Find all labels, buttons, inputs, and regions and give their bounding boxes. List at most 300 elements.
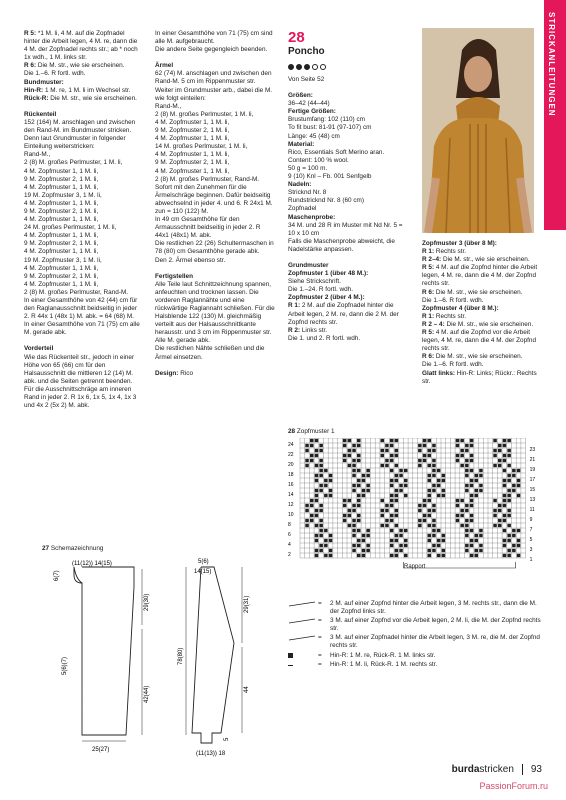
chart-cell	[460, 439, 464, 442]
chart-cell	[428, 489, 432, 492]
chart-cell	[385, 504, 389, 507]
chart-cell	[470, 544, 474, 547]
page-reference: Von Seite 52	[288, 76, 325, 83]
chart-cell	[343, 519, 347, 522]
chart-cell	[319, 459, 323, 462]
chart-legend	[288, 600, 543, 670]
chart-cell	[465, 459, 469, 462]
paragraph: Die restlichen Nähte schließen und die Ärmel einsetzen.	[155, 345, 265, 361]
chart-cell	[357, 479, 361, 482]
row-number-left: 16	[288, 482, 294, 488]
chart-cell	[503, 479, 507, 482]
chart-cell	[352, 504, 356, 507]
chart-cell	[503, 529, 507, 532]
chart-cell	[470, 484, 474, 487]
chart-cell	[493, 499, 497, 502]
chart-cell	[310, 454, 314, 457]
paragraph: Sofort mit den Zunehmen für die Ärmelschräge beginnen. Dafür beidseitig abwechselnd in jeder 4. und 6. R 24x1 M. zun = 110 (122) M.	[155, 183, 273, 215]
paragraph: In einer Gesamthöhe von 42 (44) cm für den Raglanausschnitt beidseitig in jeder 2. R 44x 1 (48x 1) M. abk. = 64 (68) M.	[24, 297, 138, 321]
chart-cell	[348, 524, 352, 527]
row-number-left: 6	[288, 532, 291, 538]
chart-cell	[352, 549, 356, 552]
legend-item: = 3 M. auf einer Zopfnd vor die Arbeit legen, 2 M. li, die M. der Zopfnd rechts str.	[288, 617, 543, 633]
chart-cell	[305, 509, 309, 512]
chart-cell	[404, 479, 408, 482]
chart-cell	[423, 519, 427, 522]
chart-cell	[319, 519, 323, 522]
chart-cell	[395, 534, 399, 537]
chart-cell	[432, 534, 436, 537]
chart-cell	[507, 474, 511, 477]
chart-cell	[315, 509, 319, 512]
chart-cell	[432, 474, 436, 477]
chart-cell	[329, 539, 333, 542]
chart-cell	[352, 484, 356, 487]
chart-cell	[493, 449, 497, 452]
chart-cell	[465, 464, 469, 467]
chart-cell	[498, 459, 502, 462]
chart-cell	[465, 529, 469, 532]
chart-cell	[352, 544, 356, 547]
paragraph: Grundmuster	[288, 261, 329, 269]
chart-cell	[381, 449, 385, 452]
text-column-2	[155, 30, 275, 378]
chart-cell	[470, 504, 474, 507]
text-column-4	[422, 240, 540, 386]
paragraph: Material:	[288, 140, 315, 148]
chart-cell	[456, 504, 460, 507]
paragraph: Zopfnadel	[288, 205, 317, 213]
chart-cell	[315, 499, 319, 502]
row-number-left: 18	[288, 472, 294, 478]
schema-body-side: 5(6)(7)	[62, 656, 68, 675]
chart-cell	[418, 524, 422, 527]
chart-cell	[517, 539, 521, 542]
chart-cell	[310, 444, 314, 447]
paragraph: Größen:	[288, 92, 313, 100]
chart-cell	[310, 504, 314, 507]
cable-back-icon	[288, 600, 318, 608]
chart-cell	[460, 499, 464, 502]
chart-cell	[475, 479, 479, 482]
chart-cell	[362, 539, 366, 542]
chart-cell	[305, 464, 309, 467]
paragraph: Bundmuster:	[24, 78, 64, 86]
chart-cell	[465, 504, 469, 507]
chart-cell	[465, 544, 469, 547]
paragraph: 4 M. Zopfmuster 1, 1 M. li,	[24, 167, 99, 175]
chart-cell	[381, 499, 385, 502]
chart-cell	[470, 554, 474, 557]
chart-cell	[503, 454, 507, 457]
chart-cell	[503, 469, 507, 472]
chart-cell	[390, 554, 394, 557]
chart-cell	[470, 454, 474, 457]
chart-cell	[357, 454, 361, 457]
chart-cell	[348, 464, 352, 467]
chart-cell	[512, 489, 516, 492]
chart-cell	[385, 444, 389, 447]
chart-cell	[305, 459, 309, 462]
chart-cell	[465, 549, 469, 552]
chart-cell	[456, 444, 460, 447]
row-number-right: 23	[529, 447, 536, 453]
chart-cell	[432, 504, 436, 507]
chart-cell	[512, 544, 516, 547]
difficulty-dot	[288, 64, 294, 70]
chart-cell	[432, 529, 436, 532]
paragraph: R 6: Die M. str., wie sie erscheinen.	[422, 288, 523, 296]
chart-cell	[395, 509, 399, 512]
chart-cell	[357, 544, 361, 547]
chart-cell	[381, 454, 385, 457]
paragraph: Wie das Rückenteil str., jedoch in einer Höhe von 65 (66) cm für den Halsausschnitt die mittleren 12 (14) M. abk. und die Seiten getrennt beenden. Für die Ausschnittschräge am inneren Rand in jeder 2. R 1x 6, 1x 5, 1x 4, 1x 3 und 4x 2 (5x 2) M. abk.	[24, 353, 137, 410]
chart-cell	[460, 524, 464, 527]
chart-cell	[315, 489, 319, 492]
chart-cell	[385, 509, 389, 512]
chart-cell	[498, 524, 502, 527]
chart-cell	[418, 504, 422, 507]
chart-cell	[507, 454, 511, 457]
chart-cell	[418, 459, 422, 462]
chart-cell	[357, 484, 361, 487]
row-number-left: 10	[288, 512, 294, 518]
paragraph: 4 M. Zopfmuster 1, 1 M. li,	[24, 280, 99, 288]
section-tab-label: STRICKANLEITUNGEN	[547, 12, 557, 117]
chart-cell	[470, 539, 474, 542]
chart-cell	[460, 464, 464, 467]
chart-cell	[517, 479, 521, 482]
paragraph: Falls die Maschenprobe abweicht, die Nadelstärke anpassen.	[288, 237, 395, 253]
chart-cell	[507, 479, 511, 482]
chart-cell	[498, 449, 502, 452]
chart-cell	[315, 479, 319, 482]
chart-cell	[357, 529, 361, 532]
chart-cell	[475, 489, 479, 492]
paragraph: Die restlichen 22 (26) Schultermaschen in 78 (80) cm Gesamthöhe gerade abk.	[155, 240, 274, 256]
row-number-right: 3	[529, 547, 533, 553]
chart-cell	[465, 449, 469, 452]
chart-cell	[479, 469, 483, 472]
chart-cell	[329, 474, 333, 477]
chart-cell	[348, 499, 352, 502]
chart-cell	[390, 439, 394, 442]
chart-cell	[517, 494, 521, 497]
chart-cell	[418, 449, 422, 452]
chart-cell	[390, 544, 394, 547]
chart-cell	[456, 499, 460, 502]
chart-cell	[479, 489, 483, 492]
schematic-drawing	[36, 555, 271, 780]
paragraph: 2 (8) M. großes Perlmuster, 1 M. li,	[155, 110, 254, 118]
paragraph: 4 M. Zopfmuster 1, 1 M. li,	[155, 118, 230, 126]
chart-cell	[352, 534, 356, 537]
chart-cell	[362, 534, 366, 537]
paragraph: Zopfmuster 2 (über 4 M.):	[288, 294, 365, 302]
paragraph: 4 M. Zopfmuster 1, 1 M. li,	[24, 216, 99, 224]
chart-cell	[352, 529, 356, 532]
paragraph: Rand-M.,	[24, 151, 51, 159]
chart-cell	[381, 524, 385, 527]
chart-cell	[507, 499, 511, 502]
chart-cell	[498, 464, 502, 467]
chart-cell	[348, 439, 352, 442]
schema-title: 27 Schemazeichnung	[42, 545, 104, 552]
schema-sleeve-h1: 29(31)	[244, 595, 250, 613]
chart-cell	[366, 469, 370, 472]
chart-cell	[470, 439, 474, 442]
schema-sleeve-top2: 14(15)	[194, 569, 212, 575]
chart-cell	[442, 494, 446, 497]
paragraph: 4 M. Zopfmuster 1, 1 M. li,	[24, 248, 99, 256]
chart-cell	[517, 469, 521, 472]
chart-cell	[390, 444, 394, 447]
chart-cell	[390, 499, 394, 502]
chart-cell	[395, 454, 399, 457]
chart-cell	[503, 504, 507, 507]
chart-cell	[507, 439, 511, 442]
chart-cell	[324, 494, 328, 497]
chart-cell	[366, 534, 370, 537]
row-number-right: 15	[529, 487, 536, 493]
text-column-3	[288, 30, 410, 343]
chart-cell	[329, 489, 333, 492]
chart-cell	[399, 544, 403, 547]
chart-cell	[470, 529, 474, 532]
chart-cell	[348, 454, 352, 457]
chart-cell	[437, 529, 441, 532]
chart-cell	[456, 454, 460, 457]
chart-cell	[507, 539, 511, 542]
materials-text	[288, 92, 410, 343]
chart-cell	[423, 444, 427, 447]
paragraph: R 6: Die M. str., wie sie erscheinen.	[422, 353, 523, 361]
chart-cell	[390, 469, 394, 472]
chart-cell	[395, 524, 399, 527]
paragraph: R 6: Die M. str., wie sie erscheinen.	[24, 62, 125, 70]
dash-icon	[288, 661, 318, 669]
chart-cell	[399, 549, 403, 552]
chart-cell	[399, 489, 403, 492]
chart-cell	[357, 519, 361, 522]
paragraph: R 1: 2 M. auf die Zopfnadel hinter die Arbeit legen, 2 M. re, dann die 2 M. der Zopfnd rechts str.	[288, 302, 399, 326]
row-number-left: 12	[288, 502, 294, 508]
paragraph: Fertigstellen	[155, 272, 193, 280]
chart-cell	[470, 519, 474, 522]
chart-cell	[503, 494, 507, 497]
legend-item: = 3 M. auf einer Zopfnadel hinter die Arbeit legen, 3 M. re, die M. der Zopfnd rechts str.	[288, 634, 543, 650]
section-tab	[544, 0, 566, 230]
watermark: PassionForum.ru	[479, 781, 548, 791]
paragraph: Den 2. Ärmel ebenso str.	[155, 256, 226, 264]
paragraph: R 1: Rechts str.	[422, 248, 467, 256]
chart-cell	[319, 549, 323, 552]
chart-cell	[432, 489, 436, 492]
chart-cell	[348, 514, 352, 517]
chart-cell	[324, 484, 328, 487]
chart-cell	[479, 544, 483, 547]
chart-cell	[399, 484, 403, 487]
schema-body-bottom: 25(27)	[92, 747, 110, 753]
paragraph: Alle Teile laut Schnittzeichnung spannen, anfeuchten und trocknen lassen. Die vorderen Raglannähte und eine rückwärtige Raglannaht schließen. Für die Halsblende 122 (130) M. gleichmäßig verteilt aus der Halsausschnittkante herausstr. und 3 cm im Rippenmuster str. Alle M. gerade abk.	[155, 280, 275, 345]
chart-title: 28 Zopfmuster 1	[288, 428, 335, 435]
row-number-left: 2	[288, 552, 291, 558]
paragraph: Brustumfang: 102 (110) cm	[288, 116, 365, 124]
paragraph: Maschenprobe:	[288, 213, 336, 221]
paragraph: Die andere Seite gegengleich beenden.	[155, 46, 268, 54]
row-number-left: 8	[288, 522, 291, 528]
chart-cell	[470, 499, 474, 502]
chart-cell	[319, 524, 323, 527]
chart-cell	[479, 549, 483, 552]
chart-cell	[305, 524, 309, 527]
chart-cell	[503, 484, 507, 487]
chart-cell	[404, 494, 408, 497]
row-number-right: 19	[529, 467, 536, 473]
chart-cell	[503, 544, 507, 547]
chart-cell	[357, 539, 361, 542]
chart-cell	[503, 539, 507, 542]
chart-cell	[470, 514, 474, 517]
chart-cell	[366, 484, 370, 487]
chart-cell	[395, 514, 399, 517]
model-photo	[422, 28, 534, 233]
row-number-right: 1	[529, 557, 533, 563]
text-column-1	[24, 30, 142, 410]
chart-cell	[503, 499, 507, 502]
chart-cell	[475, 549, 479, 552]
paragraph: 9 M. Zopfmuster 2, 1 M. li,	[155, 127, 230, 135]
chart-cell	[475, 494, 479, 497]
chart-cell	[366, 529, 370, 532]
chart-cell	[390, 479, 394, 482]
paragraph: Content: 100 % wool.	[288, 156, 349, 164]
chart-cell	[442, 549, 446, 552]
paragraph: Die 1.–6. R fortl. wdh.	[422, 361, 484, 369]
chart-cell	[404, 539, 408, 542]
chart-cell	[479, 529, 483, 532]
paragraph: 9 (10) Knl – Fb. 001 Senfgelb	[288, 173, 372, 181]
chart-cell	[465, 469, 469, 472]
paragraph: R 5: 4 M. auf die Zopfnd vor die Arbeit legen, 4 M. re, dann die 4 M. der Zopfnd rechts str.	[422, 329, 537, 353]
chart-cell	[503, 439, 507, 442]
chart-cell	[315, 549, 319, 552]
chart-cell	[319, 464, 323, 467]
chart-cell	[503, 554, 507, 557]
chart-cell	[343, 504, 347, 507]
paragraph: 152 (164) M. anschlagen und zwischen den Rand-M. im Bundmuster stricken.	[24, 118, 136, 135]
paragraph: 2 (8) M. großes Perlmuster, 1 M. li,	[24, 159, 123, 167]
paragraph: Fertige Größen:	[288, 108, 336, 116]
chart-cell	[465, 519, 469, 522]
chart-cell	[390, 454, 394, 457]
chart-cell	[423, 454, 427, 457]
chart-cell	[385, 459, 389, 462]
chart-cell	[390, 529, 394, 532]
chart-cell	[428, 534, 432, 537]
paragraph: Rückenteil	[24, 110, 57, 118]
row-number-right: 21	[529, 457, 536, 463]
chart-cell	[395, 489, 399, 492]
chart-cell	[475, 554, 479, 557]
pattern-number: 28	[288, 29, 305, 46]
chart-cell	[432, 484, 436, 487]
chart-cell	[470, 494, 474, 497]
row-number-left: 4	[288, 542, 291, 548]
chart-cell	[329, 494, 333, 497]
chart-cell	[423, 499, 427, 502]
chart-cell	[428, 439, 432, 442]
chart-cell	[315, 554, 319, 557]
paragraph: Nadeln:	[288, 181, 312, 189]
chart-cell	[357, 439, 361, 442]
chart-cell	[390, 539, 394, 542]
chart-cell	[437, 469, 441, 472]
chart-cell	[404, 469, 408, 472]
difficulty-rating	[288, 64, 410, 70]
chart-cell	[381, 464, 385, 467]
chart-cell	[428, 509, 432, 512]
chart-cell	[357, 554, 361, 557]
chart-cell	[352, 469, 356, 472]
chart-cell	[507, 494, 511, 497]
square-filled-icon	[288, 652, 318, 660]
chart-cell	[324, 539, 328, 542]
chart-cell	[437, 554, 441, 557]
chart-cell	[343, 439, 347, 442]
chart-cell	[315, 539, 319, 542]
chart-cell	[315, 524, 319, 527]
chart-cell	[310, 514, 314, 517]
row-number-right: 9	[529, 517, 533, 523]
chart-cell	[366, 489, 370, 492]
chart-cell	[390, 494, 394, 497]
chart-cell	[315, 449, 319, 452]
chart-cell	[493, 524, 497, 527]
chart-cell	[343, 444, 347, 447]
row-number-left: 14	[288, 492, 294, 498]
knitting-chart	[288, 438, 548, 578]
chart-cell	[395, 494, 399, 497]
chart-cell	[493, 464, 497, 467]
chart-cell	[324, 529, 328, 532]
chart-cell	[428, 494, 432, 497]
chart-cell	[352, 449, 356, 452]
paragraph: 4 M. Zopfmuster 1, 1 M. li,	[155, 151, 230, 159]
chart-cell	[442, 554, 446, 557]
chart-cell	[343, 454, 347, 457]
paragraph: 19 M. Zopfmuster 3, 1 M. li,	[24, 256, 102, 264]
chart-cell	[315, 534, 319, 537]
paragraph: 36–42 (44–44)	[288, 100, 330, 108]
cable-front-icon	[288, 617, 318, 625]
chart-cell	[319, 509, 323, 512]
chart-cell	[428, 464, 432, 467]
chart-cell	[432, 549, 436, 552]
chart-cell	[352, 444, 356, 447]
paragraph: Rand-M.,	[155, 102, 182, 110]
chart-cell	[507, 549, 511, 552]
chart-cell	[362, 474, 366, 477]
chart-cell	[460, 454, 464, 457]
chart-cell	[503, 444, 507, 447]
chart-cell	[428, 524, 432, 527]
paragraph: R 2–4: Die M. str., wie sie erscheinen.	[422, 256, 530, 264]
chart-cell	[343, 499, 347, 502]
paragraph: R 5: *1 M. li, 4 M. auf die Zopfnadel hinter die Arbeit legen, 4 M. re, dann die 4 M. der Zopfnadel rechts str.; ab * noch 1x wdh., 1 M. links str.	[24, 30, 138, 62]
chart-cell	[442, 534, 446, 537]
paragraph: 9 M. Zopfmuster 2, 1 M. li,	[155, 159, 230, 167]
